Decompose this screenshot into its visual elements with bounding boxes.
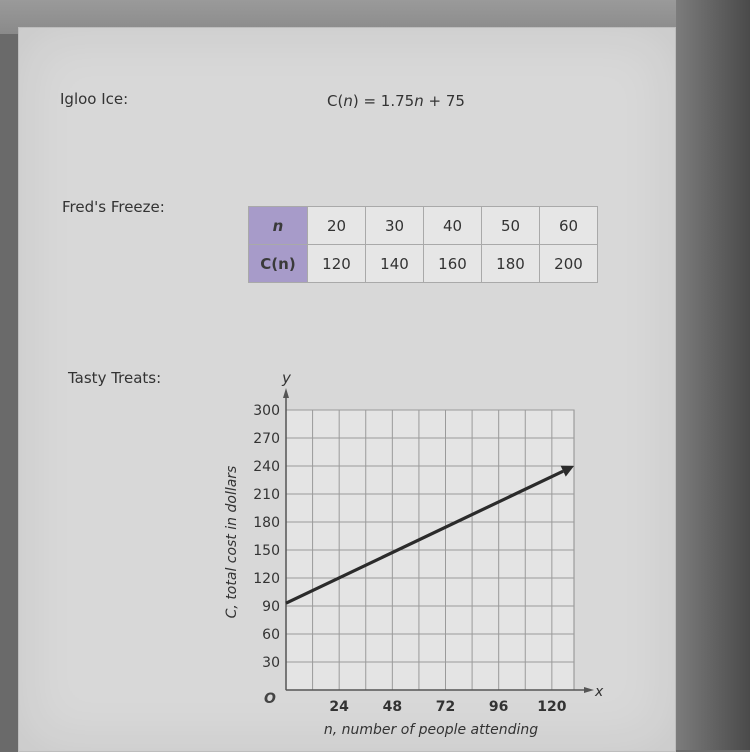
y-tick-label: 60 — [262, 627, 280, 643]
freds-freeze-label: Fred's Freeze: — [62, 198, 165, 216]
n-cell: 50 — [482, 207, 540, 245]
tasty-treats-label: Tasty Treats: — [68, 369, 162, 387]
y-tick-label: 90 — [262, 599, 280, 615]
y-tick-label: 180 — [253, 515, 280, 531]
row-header-n: n — [249, 207, 308, 245]
cn-cell: 120 — [308, 245, 366, 283]
cn-cell: 160 — [424, 245, 482, 283]
n-cell: 60 — [540, 207, 598, 245]
y-axis-letter: y — [282, 369, 291, 387]
formula-var: n — [343, 92, 353, 110]
x-tick-label: 96 — [488, 699, 509, 715]
cn-cell: 140 — [366, 245, 424, 283]
x-axis-letter: x — [595, 684, 604, 700]
formula-var2: n — [414, 92, 424, 110]
formula-lhs: C( — [327, 92, 344, 110]
y-tick-label: 300 — [253, 403, 280, 419]
row-header-cn: C(n) — [249, 245, 308, 283]
x-tick-label: 72 — [435, 699, 456, 715]
cn-cell: 180 — [482, 245, 540, 283]
y-tick-label: 270 — [253, 431, 280, 447]
igloo-ice-label: Igloo Ice: — [60, 90, 129, 108]
y-tick-label: 150 — [253, 543, 280, 559]
n-cell: 20 — [308, 207, 366, 245]
n-cell: 40 — [424, 207, 482, 245]
y-tick-label: 240 — [253, 459, 280, 475]
x-axis-title: n, number of people attending — [323, 722, 539, 738]
cn-cell: 200 — [540, 245, 598, 283]
formula-rhs: + 75 — [423, 92, 465, 110]
y-axis-arrow — [283, 388, 289, 398]
y-axis-title: C, total cost in dollars — [224, 465, 240, 619]
x-tick-label: 120 — [537, 699, 567, 715]
y-tick-label: 120 — [253, 571, 280, 587]
origin-label: O — [264, 691, 276, 707]
x-tick-label: 48 — [382, 699, 403, 715]
x-tick-label: 24 — [329, 699, 349, 715]
y-tick-label: 210 — [253, 487, 280, 503]
formula-mid: ) = 1.75 — [352, 92, 415, 110]
y-tick-label: 30 — [262, 655, 280, 671]
x-axis-arrow — [584, 687, 594, 693]
n-cell: 30 — [366, 207, 424, 245]
chart-grid — [286, 410, 574, 690]
